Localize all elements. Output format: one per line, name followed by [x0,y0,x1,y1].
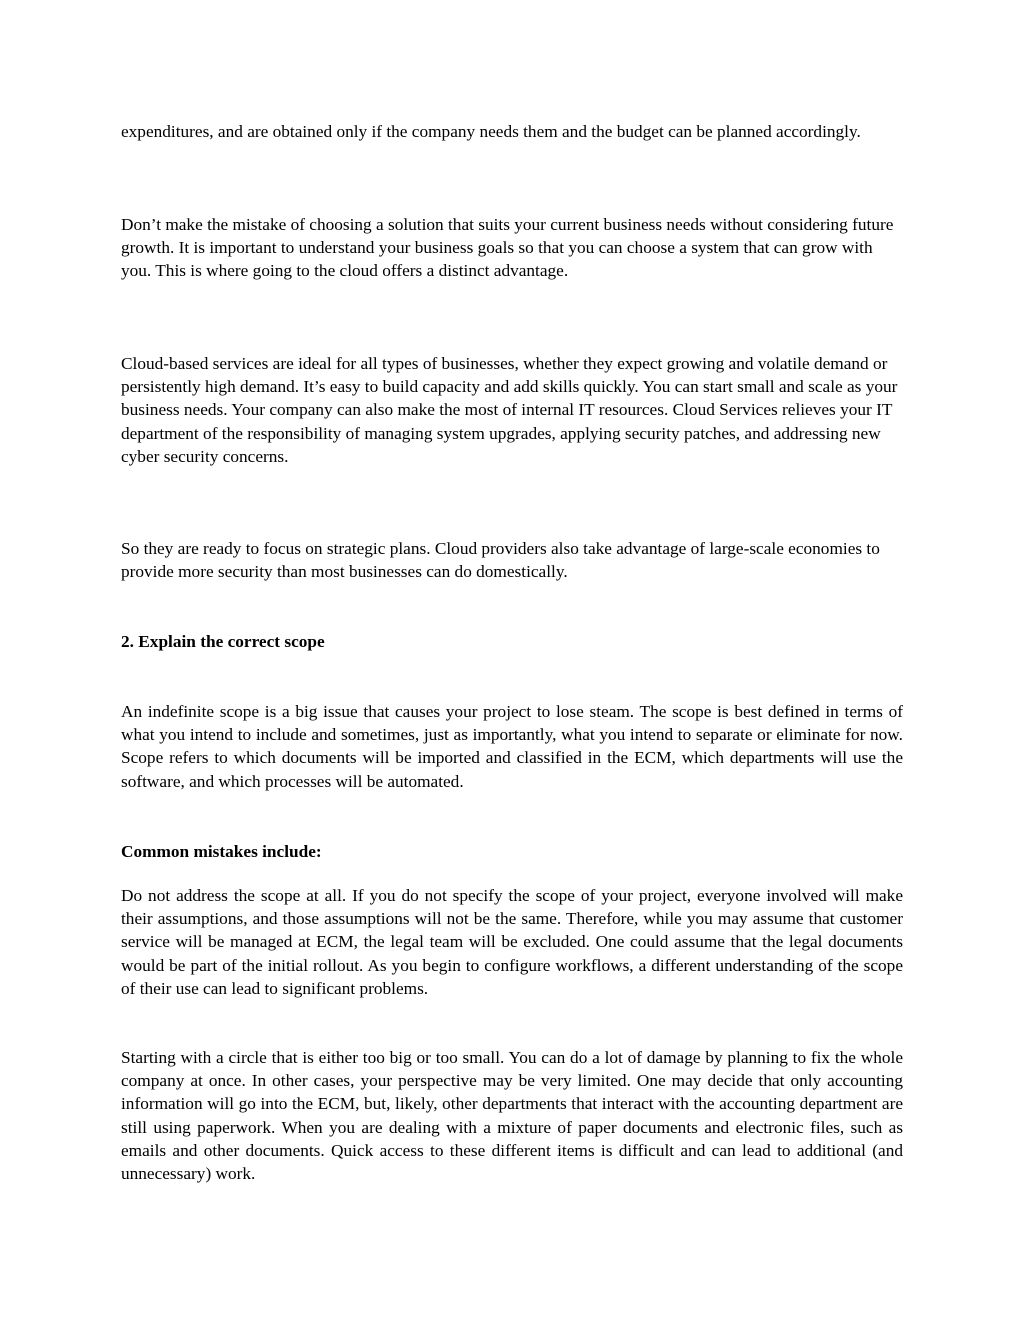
heading-common-mistakes: Common mistakes include: [121,842,322,861]
paragraph-indefinite-scope: An indefinite scope is a big issue that causes your project to lose steam. The scope is best defined in terms of what you intend to include and sometimes, just as importantly, what you intend to separate or eliminate for now. Scope refers to which documents will be imported and classified in the ECM, which departments will use the software, and which processes will be automated. [121,702,903,791]
paragraph-cloud-services: Cloud-based services are ideal for all types of businesses, whether they expect growing and volatile demand or persistently high demand. It’s easy to build capacity and add skills quickly. You can start small and scale as your business needs. Your company can also make the most of internal IT resources. Cloud Services relieves your IT department of the responsibility of managing system upgrades, applying security patches, and addressing new cyber security concerns. [121,354,898,466]
paragraph-strategic-plans: So they are ready to focus on strategic plans. Cloud providers also take advantage of large-scale economies to provide more security than most businesses can do domestically. [121,539,880,582]
paragraph-future-growth: Don’t make the mistake of choosing a solution that suits your current business needs without considering future growth. It is important to understand your business goals so that you can choose a system that can grow with you. This is where going to the cloud offers a distinct advantage. [121,215,894,281]
paragraph-circle-size: Starting with a circle that is either too big or too small. You can do a lot of damage by planning to fix the whole company at once. In other cases, your perspective may be very limited. One may decide that only accounting information will go into the ECM, but, likely, other departments that interact with the accounting department are still using paperwork. When you are dealing with a mixture of paper documents and electronic files, such as emails and other documents. Quick access to these different items is difficult and can lead to additional (and unnecessary) work. [121,1048,903,1184]
paragraph-no-scope: Do not address the scope at all. If you do not specify the scope of your project, everyone involved will make their assumptions, and those assumptions will not be the same. Therefore, while you may assume that customer service will be managed at ECM, the legal team will be excluded. One could assume that the legal documents would be part of the initial rollout. As you begin to configure workflows, a different understanding of the scope of their use can lead to significant problems. [121,886,903,998]
heading-explain-scope: 2. Explain the correct scope [121,632,325,651]
paragraph-expenditures: expenditures, and are obtained only if the company needs them and the budget can be planned accordingly. [121,122,861,141]
